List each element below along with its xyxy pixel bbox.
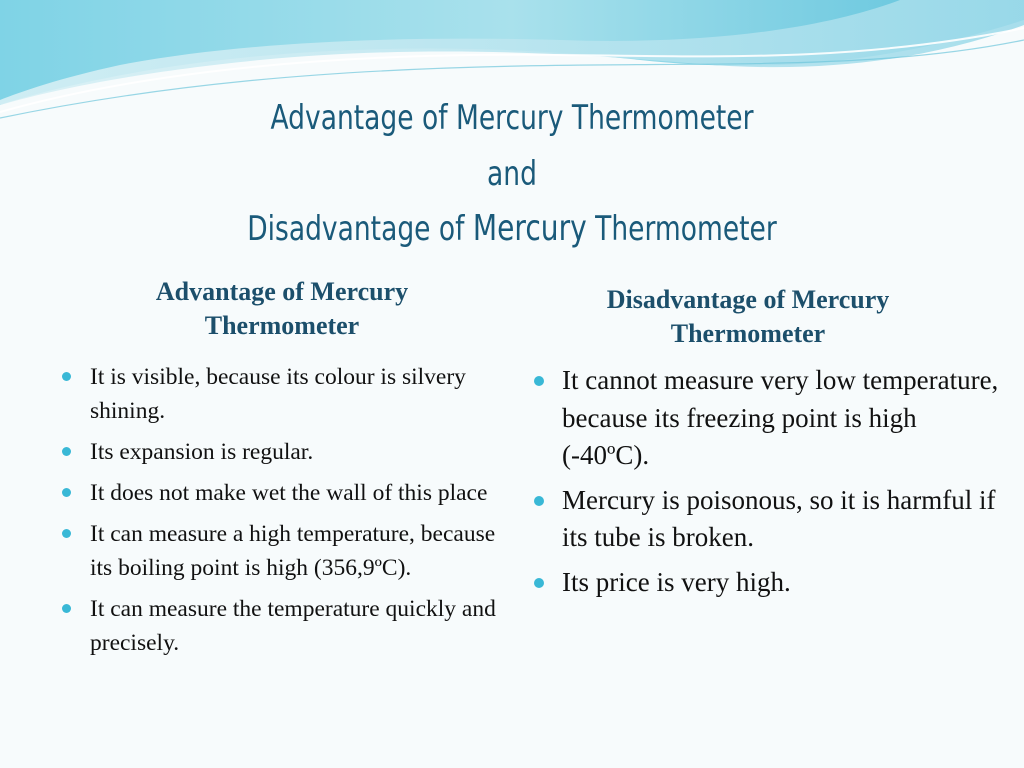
disadvantage-heading: Disadvantage of Mercury Thermometer [606, 285, 890, 348]
slide-title-line-3 [113, 208, 912, 249]
disadvantage-list [530, 362, 1000, 608]
list-item-text: Its price is very high. [562, 566, 791, 597]
list-item [530, 362, 1000, 475]
list-item [530, 564, 1000, 602]
list-item [58, 435, 498, 469]
advantage-list [58, 360, 498, 667]
bullet-icon [534, 376, 544, 386]
list-item [58, 476, 498, 510]
list-item [530, 482, 1000, 557]
list-item [58, 592, 498, 660]
list-item-text: It does not make wet the wall of this place [90, 480, 488, 506]
bullet-icon [534, 578, 544, 588]
list-item-text: Mercury is poisonous, so it is harmful if its tube is broken. [562, 484, 996, 552]
title-line-3-prefix: Disadvantage of [247, 209, 473, 249]
bullet-icon [62, 447, 71, 456]
list-item [58, 360, 498, 428]
list-item-text: It cannot measure very low temperature, because its freezing point is high (-40ºC). [562, 365, 999, 470]
bullet-icon [62, 604, 71, 613]
bullet-icon [62, 529, 71, 538]
list-item-text: It is visible, because its colour is silvery shining. [90, 364, 466, 424]
list-item-text: It can measure the temperature quickly and precisely. [90, 596, 496, 656]
advantage-heading: Advantage of Mercury Thermometer [155, 277, 409, 340]
list-item-text: It can measure a high temperature, because its boiling point is high (356,9ºC). [90, 521, 496, 581]
bullet-icon [62, 488, 71, 497]
slide-title-line-2: and [487, 154, 537, 194]
bullet-icon [534, 496, 544, 506]
list-item [58, 517, 498, 585]
bullet-icon [62, 372, 71, 381]
title-line-3-emphasis: Mercury [472, 208, 587, 249]
slide-title-line-1: Advantage of Mercury Thermometer [270, 98, 754, 138]
list-item-text: Its expansion is regular. [90, 439, 314, 465]
title-line-3-suffix: Thermometer [586, 209, 777, 249]
